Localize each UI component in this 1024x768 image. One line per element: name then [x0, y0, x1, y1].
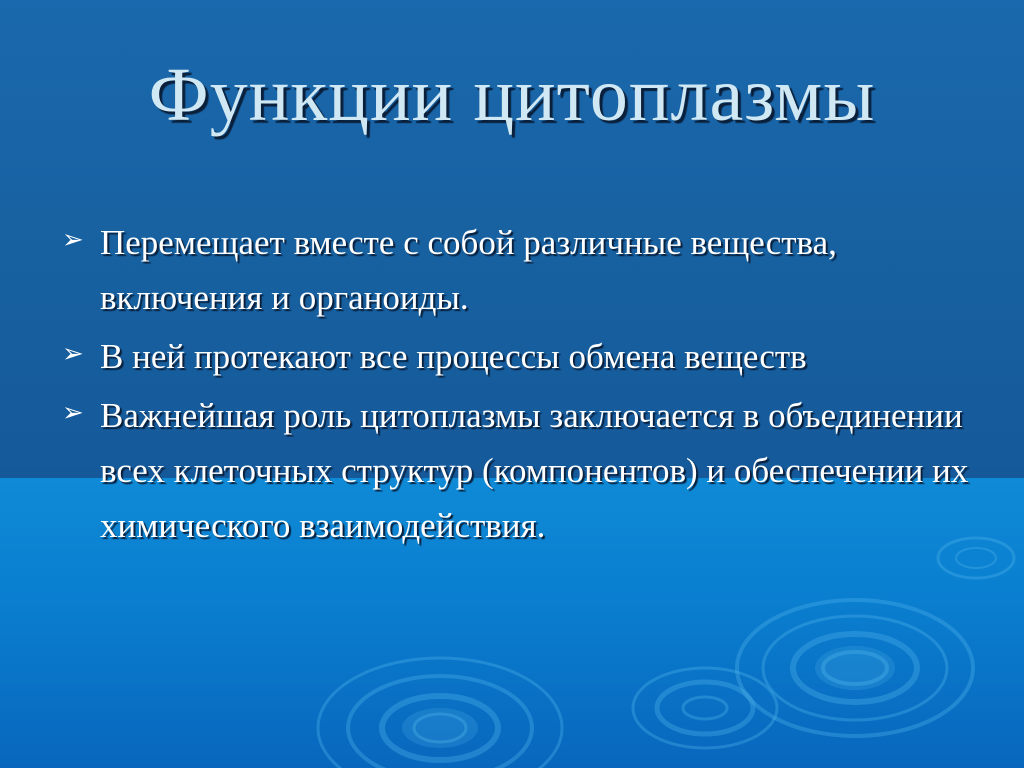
bullet-item: [62, 215, 982, 325]
chevron-right-icon: ➢: [62, 339, 84, 369]
bullet-text: Перемещает вместе с собой различные вещества, включения и органоиды.: [100, 223, 837, 317]
bullet-item: [62, 329, 982, 384]
bullet-text: В ней протекают все процессы обмена веществ: [100, 337, 807, 376]
slide-title: Функции цитоплазмы: [148, 53, 876, 137]
chevron-right-icon: ➢: [62, 398, 84, 428]
chevron-right-icon: ➢: [62, 225, 84, 255]
bullet-item: [62, 388, 982, 553]
bullet-list: [62, 215, 982, 557]
bullet-text: Важнейшая роль цитоплазмы заключается в объединении всех клеточных структур (компонентов) и обеспечении их химического взаимодействия.: [100, 396, 969, 545]
